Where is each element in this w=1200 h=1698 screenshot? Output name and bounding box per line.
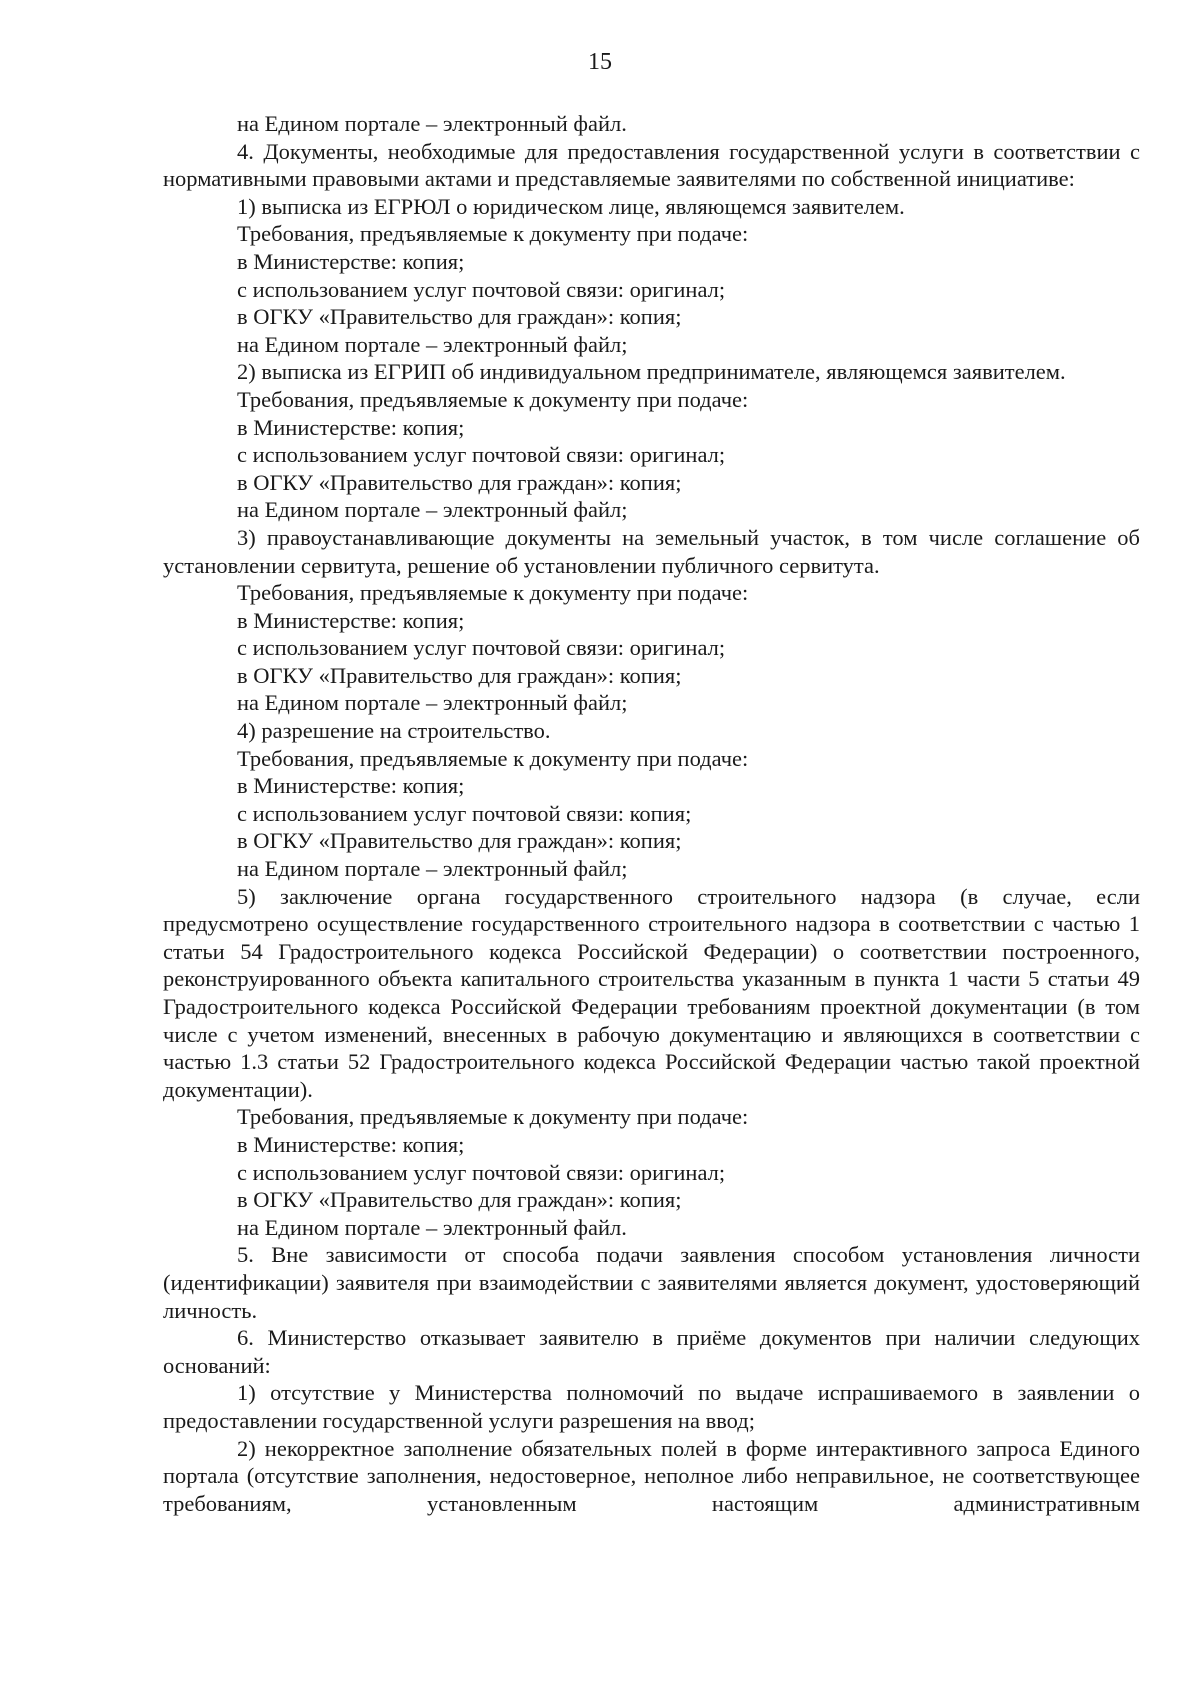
paragraph: в ОГКУ «Правительство для граждан»: копия;: [237, 304, 682, 330]
page-number: 15: [588, 49, 612, 75]
paragraph: Требования, предъявляемые к документу при подаче:: [237, 580, 749, 606]
paragraph: Требования, предъявляемые к документу при подаче:: [237, 1104, 749, 1130]
paragraph: на Едином портале – электронный файл;: [237, 690, 628, 716]
paragraph: 4) разрешение на строительство.: [237, 718, 551, 744]
paragraph: в ОГКУ «Правительство для граждан»: копия;: [237, 662, 682, 688]
paragraph: в ОГКУ «Правительство для граждан»: копия;: [237, 828, 682, 854]
paragraph: с использованием услуг почтовой связи: оригинал;: [237, 442, 726, 468]
paragraph: на Едином портале – электронный файл.: [237, 1214, 627, 1240]
paragraph: на Едином портале – электронный файл.: [237, 111, 627, 136]
paragraph: в Министерстве: копия;: [237, 1131, 465, 1157]
document-body: [163, 110, 1140, 1517]
paragraph: в ОГКУ «Правительство для граждан»: копия;: [237, 469, 682, 495]
paragraph: 6. Министерство отказывает заявителю в приёме документов при наличии следующих оснований:: [163, 1325, 1140, 1378]
paragraph: на Едином портале – электронный файл;: [237, 856, 628, 882]
paragraph: Требования, предъявляемые к документу при подаче:: [237, 221, 749, 247]
paragraph: в Министерстве: копия;: [237, 414, 465, 440]
paragraph: 1) отсутствие у Министерства полномочий по выдаче испрашиваемого в заявлении о предоставлении государственной услуги разрешения на ввод;: [163, 1380, 1140, 1433]
paragraph: с использованием услуг почтовой связи: копия;: [237, 800, 692, 826]
paragraph: в ОГКУ «Правительство для граждан»: копия;: [237, 1187, 682, 1213]
paragraph: в Министерстве: копия;: [237, 773, 465, 799]
paragraph: Требования, предъявляемые к документу при подаче:: [237, 745, 749, 771]
paragraph: с использованием услуг почтовой связи: оригинал;: [237, 276, 726, 302]
paragraph: 3) правоустанавливающие документы на земельный участок, в том числе соглашение об установлении сервитута, решение об установлении публичного сервитута.: [163, 524, 1140, 578]
paragraph: 4. Документы, необходимые для предоставления государственной услуги в соответствии с нормативными правовыми актами и представляемые заявителями по собственной инициативе:: [163, 138, 1140, 192]
paragraph: 5) заключение органа государственного строительного надзора (в случае, если предусмотрено осуществление государственного строительного надзора в соответствии с частью 1 статьи 54 Градостроительного кодекса Российской Федерации) о соответствии построенного, реконструированного объекта капитального строительства указанным в пункта 1 части 5 статьи 49 Градостроительного кодекса Российской Федерации требованиям проектной документации (в том числе с учетом изменений, внесенных в рабочую документацию и являющихся в соответствии с частью 1.3 статьи 52 Градостроительного кодекса Российской Федерации частью такой проектной документации).: [163, 883, 1140, 1102]
paragraph: Требования, предъявляемые к документу при подаче:: [237, 386, 749, 412]
paragraph: на Едином портале – электронный файл;: [237, 497, 628, 523]
paragraph: 5. Вне зависимости от способа подачи заявления способом установления личности (идентификации) заявителя при взаимодействии с заявителями является документ, удостоверяющий личность.: [163, 1242, 1140, 1323]
paragraph: в Министерстве: копия;: [237, 607, 465, 633]
paragraph: с использованием услуг почтовой связи: оригинал;: [237, 635, 726, 661]
paragraph: в Министерстве: копия;: [237, 248, 465, 274]
paragraph: 1) выписка из ЕГРЮЛ о юридическом лице, являющемся заявителем.: [237, 193, 905, 219]
paragraph: 2) выписка из ЕГРИП об индивидуальном предпринимателе, являющемся заявителем.: [237, 359, 1066, 385]
paragraph: с использованием услуг почтовой связи: оригинал;: [237, 1159, 726, 1185]
paragraph: на Едином портале – электронный файл;: [237, 331, 628, 357]
paragraph: 2) некорректное заполнение обязательных полей в форме интерактивного запроса Единого портала (отсутствие заполнения, недостоверное, неполное либо неправильное, не соответствующее требованиям, установленным настоящим административным: [163, 1435, 1140, 1516]
